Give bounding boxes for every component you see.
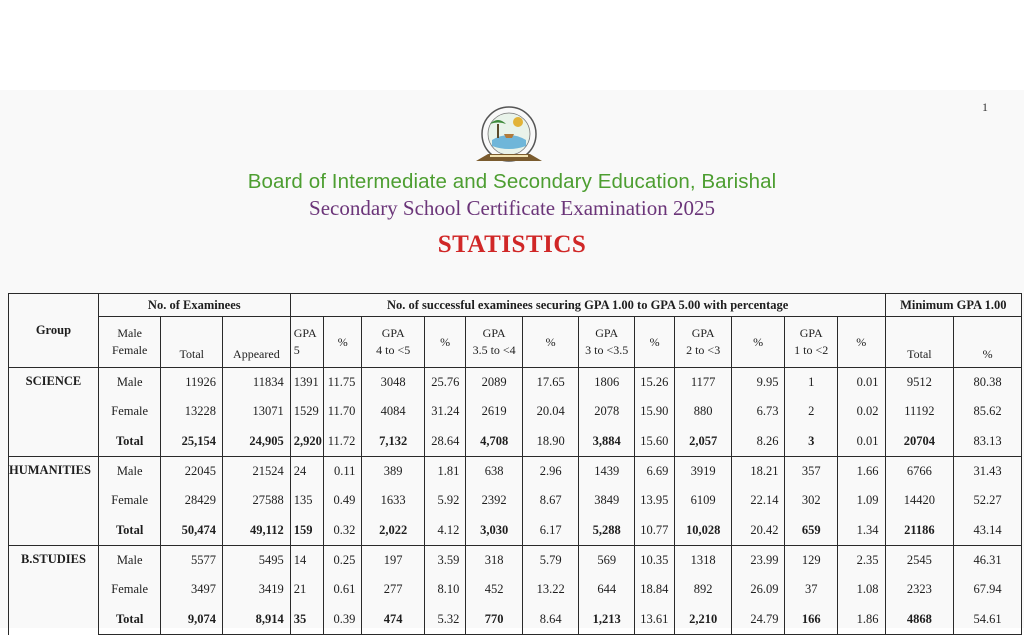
gpa2-count-cell: 892 [675, 574, 732, 604]
gpa5-pct-cell: 11.72 [324, 426, 362, 457]
gpa3-count-cell: 1,213 [579, 604, 635, 635]
total-header: Total [161, 317, 223, 368]
gpa2-count-cell: 3919 [675, 457, 732, 486]
gpa3-count-cell: 3849 [579, 485, 635, 515]
min-pct-cell: 31.43 [954, 457, 1022, 486]
sex-cell: Male [98, 457, 161, 486]
gpa35-count-cell: 638 [466, 457, 523, 486]
gpa1-pct-cell: 1.86 [837, 604, 885, 635]
table-subheader-row [9, 317, 1022, 368]
min-total-cell: 2323 [885, 574, 954, 604]
gpa2-header: GPA 2 to <3 [675, 317, 732, 368]
gpa4-count-cell: 2,022 [362, 515, 425, 546]
gpa4-count-cell: 7,132 [362, 426, 425, 457]
gpa5-pct-cell: 0.32 [324, 515, 362, 546]
gpa2-count-cell: 2,210 [675, 604, 732, 635]
gpa4-header: GPA 4 to <5 [362, 317, 425, 368]
sex-cell: Female [98, 485, 161, 515]
gpa5-header: GPA 5 [290, 317, 323, 368]
gpa35-header: GPA 3.5 to <4 [466, 317, 523, 368]
min-pct-cell: 54.61 [954, 604, 1022, 635]
examinees-header: No. of Examinees [98, 294, 290, 317]
pct-header: % [731, 317, 785, 368]
group-column-header: Group [9, 294, 99, 368]
gpa5-count-cell: 14 [290, 546, 323, 575]
sex-cell: Male [98, 546, 161, 575]
gpa35-pct-cell: 5.79 [522, 546, 579, 575]
min-total-cell: 9512 [885, 368, 954, 397]
table-header-row [9, 294, 1022, 317]
gpa3-count-cell: 2078 [579, 396, 635, 426]
gpa2-pct-cell: 26.09 [731, 574, 785, 604]
gpa5-count-cell: 1391 [290, 368, 323, 397]
male-female-header: Male Female [98, 317, 161, 368]
gpa35-pct-cell: 8.67 [522, 485, 579, 515]
min-total-cell: 2545 [885, 546, 954, 575]
sex-cell: Total [98, 426, 161, 457]
gpa35-pct-cell: 17.65 [522, 368, 579, 397]
group-name-cell: B.STUDIES [9, 546, 99, 635]
gpa2-pct-cell: 18.21 [731, 457, 785, 486]
gpa35-count-cell: 318 [466, 546, 523, 575]
gpa1-count-cell: 37 [785, 574, 838, 604]
total-cell: 50,474 [161, 515, 223, 546]
gpa35-count-cell: 770 [466, 604, 523, 635]
gpa1-pct-cell: 2.35 [837, 546, 885, 575]
gpa2-pct-cell: 20.42 [731, 515, 785, 546]
min-pct-cell: 83.13 [954, 426, 1022, 457]
pct-header: % [324, 317, 362, 368]
gpa2-count-cell: 880 [675, 396, 732, 426]
sex-cell: Total [98, 604, 161, 635]
gpa1-count-cell: 302 [785, 485, 838, 515]
gpa3-pct-cell: 13.95 [634, 485, 674, 515]
min-total-cell: 20704 [885, 426, 954, 457]
gpa4-pct-cell: 4.12 [424, 515, 465, 546]
gpa35-pct-cell: 18.90 [522, 426, 579, 457]
appeared-cell: 8,914 [223, 604, 291, 635]
sex-cell: Male [98, 368, 161, 397]
gpa35-count-cell: 4,708 [466, 426, 523, 457]
statistics-body [9, 368, 1022, 635]
gpa2-pct-cell: 24.79 [731, 604, 785, 635]
min-total-cell: 4868 [885, 604, 954, 635]
appeared-cell: 21524 [223, 457, 291, 486]
gpa3-count-cell: 5,288 [579, 515, 635, 546]
statistics-table [8, 293, 1022, 635]
gpa5-pct-cell: 11.70 [324, 396, 362, 426]
table-row [9, 457, 1022, 486]
gpa35-pct-cell: 13.22 [522, 574, 579, 604]
minimum-gpa-header: Minimum GPA 1.00 [885, 294, 1021, 317]
gpa3-pct-cell: 13.61 [634, 604, 674, 635]
gpa4-pct-cell: 28.64 [424, 426, 465, 457]
table-row [9, 604, 1022, 635]
gpa2-pct-cell: 9.95 [731, 368, 785, 397]
gpa35-count-cell: 2619 [466, 396, 523, 426]
gpa5-pct-cell: 0.49 [324, 485, 362, 515]
min-total-cell: 14420 [885, 485, 954, 515]
appeared-cell: 49,112 [223, 515, 291, 546]
total-cell: 13228 [161, 396, 223, 426]
gpa5-count-cell: 135 [290, 485, 323, 515]
gpa3-count-cell: 1806 [579, 368, 635, 397]
group-name-cell: SCIENCE [9, 368, 99, 457]
gpa4-pct-cell: 1.81 [424, 457, 465, 486]
total-cell: 22045 [161, 457, 223, 486]
gpa3-pct-cell: 15.26 [634, 368, 674, 397]
gpa1-pct-cell: 1.34 [837, 515, 885, 546]
gpa5-count-cell: 21 [290, 574, 323, 604]
total-cell: 11926 [161, 368, 223, 397]
gpa3-count-cell: 644 [579, 574, 635, 604]
board-logo [470, 104, 548, 168]
gpa1-count-cell: 659 [785, 515, 838, 546]
gpa35-count-cell: 3,030 [466, 515, 523, 546]
total-cell: 25,154 [161, 426, 223, 457]
gpa4-pct-cell: 5.32 [424, 604, 465, 635]
gpa1-pct-cell: 1.09 [837, 485, 885, 515]
gpa4-pct-cell: 31.24 [424, 396, 465, 426]
total-cell: 9,074 [161, 604, 223, 635]
table-row [9, 485, 1022, 515]
min-pct-cell: 80.38 [954, 368, 1022, 397]
gpa-header: No. of successful examinees securing GPA 1.00 to GPA 5.00 with percentage [290, 294, 885, 317]
appeared-cell: 5495 [223, 546, 291, 575]
gpa3-pct-cell: 10.77 [634, 515, 674, 546]
min-pct-cell: 85.62 [954, 396, 1022, 426]
gpa2-pct-cell: 6.73 [731, 396, 785, 426]
gpa1-count-cell: 166 [785, 604, 838, 635]
appeared-header: Appeared [223, 317, 291, 368]
table-row [9, 574, 1022, 604]
gpa1-count-cell: 129 [785, 546, 838, 575]
gpa4-count-cell: 474 [362, 604, 425, 635]
gpa5-count-cell: 159 [290, 515, 323, 546]
gpa2-pct-cell: 22.14 [731, 485, 785, 515]
page-number: 1 [982, 100, 988, 114]
gpa35-count-cell: 452 [466, 574, 523, 604]
pct-header: % [522, 317, 579, 368]
statistics-title: STATISTICS [437, 231, 587, 258]
appeared-cell: 3419 [223, 574, 291, 604]
gpa1-count-cell: 1 [785, 368, 838, 397]
board-title: Board of Intermediate and Secondary Education, Barishal [247, 170, 777, 193]
table-row [9, 515, 1022, 546]
gpa5-pct-cell: 0.39 [324, 604, 362, 635]
min-pct-cell: 52.27 [954, 485, 1022, 515]
gpa1-count-cell: 357 [785, 457, 838, 486]
gpa5-pct-cell: 0.61 [324, 574, 362, 604]
table-row [9, 368, 1022, 397]
gpa1-header: GPA 1 to <2 [785, 317, 838, 368]
gpa1-pct-cell: 0.01 [837, 368, 885, 397]
appeared-cell: 13071 [223, 396, 291, 426]
sex-cell: Total [98, 515, 161, 546]
pct-header: % [424, 317, 465, 368]
gpa5-count-cell: 2,920 [290, 426, 323, 457]
gpa4-count-cell: 197 [362, 546, 425, 575]
gpa2-pct-cell: 23.99 [731, 546, 785, 575]
table-row [9, 396, 1022, 426]
gpa35-pct-cell: 20.04 [522, 396, 579, 426]
gpa3-pct-cell: 6.69 [634, 457, 674, 486]
table-row [9, 546, 1022, 575]
gpa5-count-cell: 35 [290, 604, 323, 635]
gpa1-count-cell: 2 [785, 396, 838, 426]
min-total-header: Total [885, 317, 954, 368]
gpa3-pct-cell: 18.84 [634, 574, 674, 604]
gpa35-pct-cell: 2.96 [522, 457, 579, 486]
gpa2-count-cell: 6109 [675, 485, 732, 515]
total-cell: 3497 [161, 574, 223, 604]
gpa4-count-cell: 277 [362, 574, 425, 604]
appeared-cell: 27588 [223, 485, 291, 515]
gpa1-pct-cell: 1.08 [837, 574, 885, 604]
appeared-cell: 24,905 [223, 426, 291, 457]
gpa4-pct-cell: 25.76 [424, 368, 465, 397]
sex-cell: Female [98, 396, 161, 426]
pct-header: % [837, 317, 885, 368]
gpa3-count-cell: 569 [579, 546, 635, 575]
gpa3-pct-cell: 15.60 [634, 426, 674, 457]
gpa3-pct-cell: 10.35 [634, 546, 674, 575]
gpa2-pct-cell: 8.26 [731, 426, 785, 457]
gpa3-count-cell: 3,884 [579, 426, 635, 457]
gpa4-count-cell: 4084 [362, 396, 425, 426]
gpa35-count-cell: 2392 [466, 485, 523, 515]
gpa5-count-cell: 1529 [290, 396, 323, 426]
gpa1-count-cell: 3 [785, 426, 838, 457]
min-pct-cell: 46.31 [954, 546, 1022, 575]
gpa35-count-cell: 2089 [466, 368, 523, 397]
gpa4-pct-cell: 8.10 [424, 574, 465, 604]
gpa3-header: GPA 3 to <3.5 [579, 317, 635, 368]
gpa4-pct-cell: 3.59 [424, 546, 465, 575]
min-total-cell: 6766 [885, 457, 954, 486]
gpa4-count-cell: 1633 [362, 485, 425, 515]
min-pct-cell: 67.94 [954, 574, 1022, 604]
gpa3-pct-cell: 15.90 [634, 396, 674, 426]
sex-cell: Female [98, 574, 161, 604]
group-name-cell: HUMANITIES [9, 457, 99, 546]
gpa1-pct-cell: 0.01 [837, 426, 885, 457]
table-row [9, 426, 1022, 457]
exam-title: Secondary School Certificate Examination 2025 [309, 196, 715, 220]
appeared-cell: 11834 [223, 368, 291, 397]
gpa5-count-cell: 24 [290, 457, 323, 486]
gpa1-pct-cell: 0.02 [837, 396, 885, 426]
gpa2-count-cell: 2,057 [675, 426, 732, 457]
gpa2-count-cell: 1177 [675, 368, 732, 397]
gpa1-pct-cell: 1.66 [837, 457, 885, 486]
min-total-cell: 11192 [885, 396, 954, 426]
gpa4-pct-cell: 5.92 [424, 485, 465, 515]
total-cell: 5577 [161, 546, 223, 575]
min-pct-header: % [954, 317, 1022, 368]
gpa35-pct-cell: 6.17 [522, 515, 579, 546]
gpa5-pct-cell: 11.75 [324, 368, 362, 397]
gpa5-pct-cell: 0.25 [324, 546, 362, 575]
gpa4-count-cell: 389 [362, 457, 425, 486]
gpa35-pct-cell: 8.64 [522, 604, 579, 635]
min-pct-cell: 43.14 [954, 515, 1022, 546]
gpa3-count-cell: 1439 [579, 457, 635, 486]
gpa2-count-cell: 1318 [675, 546, 732, 575]
pct-header: % [634, 317, 674, 368]
total-cell: 28429 [161, 485, 223, 515]
gpa5-pct-cell: 0.11 [324, 457, 362, 486]
min-total-cell: 21186 [885, 515, 954, 546]
gpa2-count-cell: 10,028 [675, 515, 732, 546]
gpa4-count-cell: 3048 [362, 368, 425, 397]
